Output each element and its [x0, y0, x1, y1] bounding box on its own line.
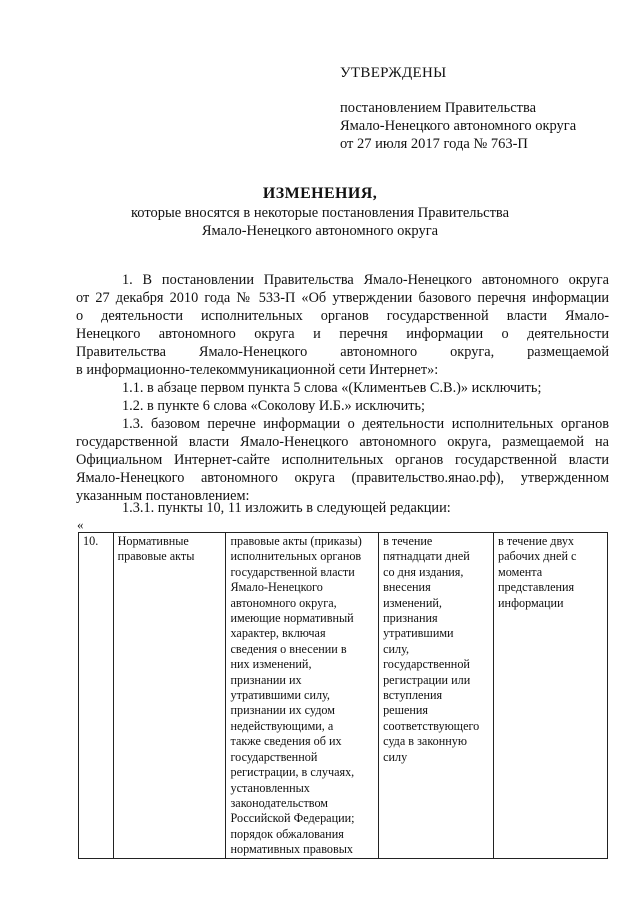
- cell-line: решения: [383, 703, 429, 718]
- cell-line: нормативных правовых: [230, 842, 354, 857]
- approval-line-2: Ямало-Ненецкого автономного округа: [340, 118, 577, 134]
- cell-line: силу,: [383, 641, 410, 656]
- cell-line: государственной: [383, 657, 470, 672]
- update-cell: [494, 533, 608, 859]
- item-1-line: Ненецкого автономного округа и перечня информации о деятельности: [76, 326, 609, 342]
- cell-line: признании их судом: [230, 703, 335, 718]
- row-number: 10.: [79, 533, 114, 859]
- item-1-line: от 27 декабря 2010 года № 533-П «Об утверждении базового перечня информации: [76, 290, 609, 306]
- item-1: [76, 271, 609, 379]
- cell-line: исполнительных органов: [230, 549, 362, 564]
- cell-line: Российской Федерации;: [230, 811, 355, 826]
- item-1-1-text: 1.1. в абзаце первом пункта 5 слова «(Климентьев С.В.)» исключить;: [122, 380, 542, 396]
- cell-line: в течение: [383, 534, 433, 548]
- cell-line: законодательством: [230, 795, 329, 810]
- cell-line: установленных: [230, 780, 310, 795]
- cell-line: Нормативные: [117, 534, 189, 548]
- item-1-3: [76, 415, 609, 505]
- approval-block: [340, 64, 447, 82]
- cell-line: государственной власти: [230, 564, 355, 579]
- cell-line: момента: [498, 564, 543, 579]
- item-1-3-line: указанным постановлением:: [76, 488, 250, 504]
- item-1-3-line: государственной власти Ямало-Ненецкого автономного округа, размещаемой на: [76, 434, 609, 450]
- cell-line: также сведения об их: [230, 734, 342, 749]
- title-main: ИЗМЕНЕНИЯ,: [262, 185, 378, 202]
- cell-line: них изменений,: [230, 657, 312, 672]
- cell-line: регистрации, в случаях,: [230, 765, 355, 780]
- approval-line-1: постановлением Правительства: [340, 100, 537, 116]
- cell-line: имеющие нормативный: [230, 611, 354, 626]
- item-1-3-line: Официальном Интернет-сайте исполнительных органов государственной власти: [76, 452, 609, 468]
- cell-line: представления: [498, 580, 575, 595]
- cell-line: пятнадцати дней: [383, 549, 470, 564]
- cell-line: правовые акты: [117, 549, 195, 564]
- cell-line: Ямало-Ненецкого: [230, 580, 323, 595]
- cell-line: силу: [383, 749, 408, 764]
- open-quote: «: [77, 517, 84, 532]
- cell-line: информации: [498, 595, 564, 610]
- item-1-line: 1. В постановлении Правительства Ямало-Ненецкого автономного округа: [122, 272, 609, 288]
- cell-line: признания: [383, 611, 438, 626]
- cell-line: сведения о внесении в: [230, 641, 347, 656]
- cell-line: правовые акты (приказы): [230, 534, 362, 548]
- item-1-3-line: 1.3. базовом перечне информации о деятельности исполнительных органов: [122, 416, 609, 432]
- title-sub-2: Ямало-Ненецкого автономного округа: [201, 223, 439, 239]
- cell-line: признании их: [230, 672, 302, 687]
- item-1-2-text: 1.2. в пункте 6 слова «Соколову И.Б.» исключить;: [122, 398, 426, 414]
- cell-line: автономного округа,: [230, 595, 337, 610]
- item-1-line: о деятельности исполнительных органов государственной власти Ямало-: [76, 308, 609, 324]
- info-content-cell: [226, 533, 379, 859]
- cell-line: утратившими: [383, 626, 454, 641]
- deadline-cell: [379, 533, 494, 859]
- approval-details: [340, 99, 576, 153]
- cell-line: вступления: [383, 688, 443, 703]
- approval-line-3: от 27 июля 2017 года № 763-П: [340, 136, 528, 152]
- document-title: [0, 184, 640, 240]
- cell-line: в течение двух: [498, 534, 575, 548]
- item-1-3-line: Ямало-Ненецкого автономного округа (правительство.янао.рф), утвержденном: [76, 470, 609, 486]
- info-type-cell: [113, 533, 226, 859]
- cell-line: порядок обжалования: [230, 826, 344, 841]
- cell-line: суда в законную: [383, 734, 467, 749]
- table-row: [79, 533, 608, 859]
- cell-line: государственной: [230, 749, 318, 764]
- item-1-line: в информационно-телекоммуникационной сети Интернет»:: [76, 362, 439, 378]
- cell-line: рабочих дней с: [498, 549, 577, 564]
- cell-line: изменений,: [383, 595, 442, 610]
- cell-line: регистрации или: [383, 672, 471, 687]
- cell-line: недействующими, а: [230, 718, 334, 733]
- cell-line: со дня издания,: [383, 564, 464, 579]
- cell-line: утратившими силу,: [230, 688, 330, 703]
- item-1-3-1: [76, 499, 609, 517]
- cell-line: внесения: [383, 580, 431, 595]
- cell-line: характер, включая: [230, 626, 326, 641]
- item-1-line: Правительства Ямало-Ненецкого автономного округа, размещаемой: [76, 344, 609, 360]
- approval-heading: УТВЕРЖДЕНЫ: [340, 65, 447, 81]
- title-sub-1: которые вносятся в некоторые постановления Правительства: [130, 205, 510, 221]
- cell-line: соответствующего: [383, 718, 480, 733]
- info-table: [78, 532, 608, 859]
- item-1-3-1-text: 1.3.1. пункты 10, 11 изложить в следующей редакции:: [122, 500, 451, 516]
- item-1-1: [76, 379, 609, 415]
